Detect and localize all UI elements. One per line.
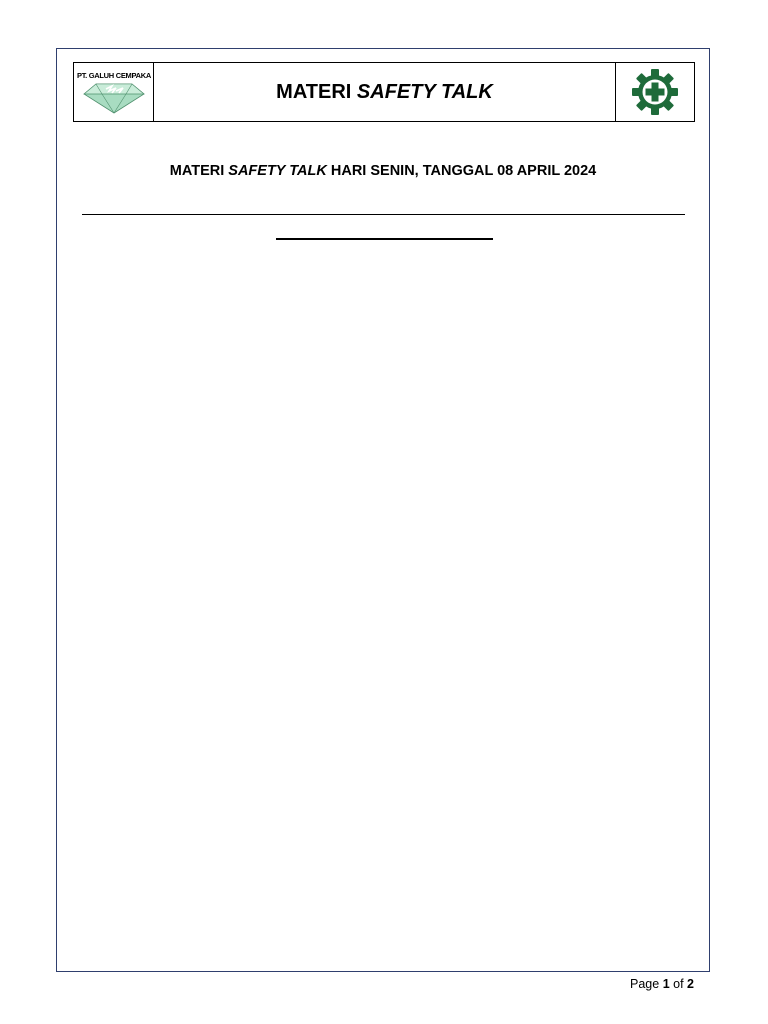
company-logo-cell [74, 63, 154, 121]
document-subtitle [56, 163, 710, 179]
document-title [154, 63, 615, 121]
page-label: Page [630, 977, 660, 991]
page-number [630, 977, 694, 991]
total-pages: 2 [687, 977, 694, 991]
k3-logo-cell [615, 63, 694, 121]
header-table [73, 62, 695, 122]
diamond-logo-icon [82, 80, 146, 116]
title-prefix: MATERI [276, 80, 352, 103]
current-page: 1 [662, 977, 670, 991]
safety-gear-cross-icon [631, 68, 679, 116]
of-label: of [673, 977, 684, 991]
subtitle-suffix: HARI SENIN, TANGGAL 08 APRIL 2024 [330, 163, 597, 179]
subtitle-prefix: MATERI [169, 163, 225, 179]
title-italic: SAFETY TALK [356, 80, 493, 103]
horizontal-divider [82, 214, 685, 215]
page-border [56, 48, 710, 972]
short-underline [276, 238, 493, 240]
company-name: PT. GALUH CEMPAKA [77, 71, 151, 80]
subtitle-italic: SAFETY TALK [228, 163, 327, 179]
